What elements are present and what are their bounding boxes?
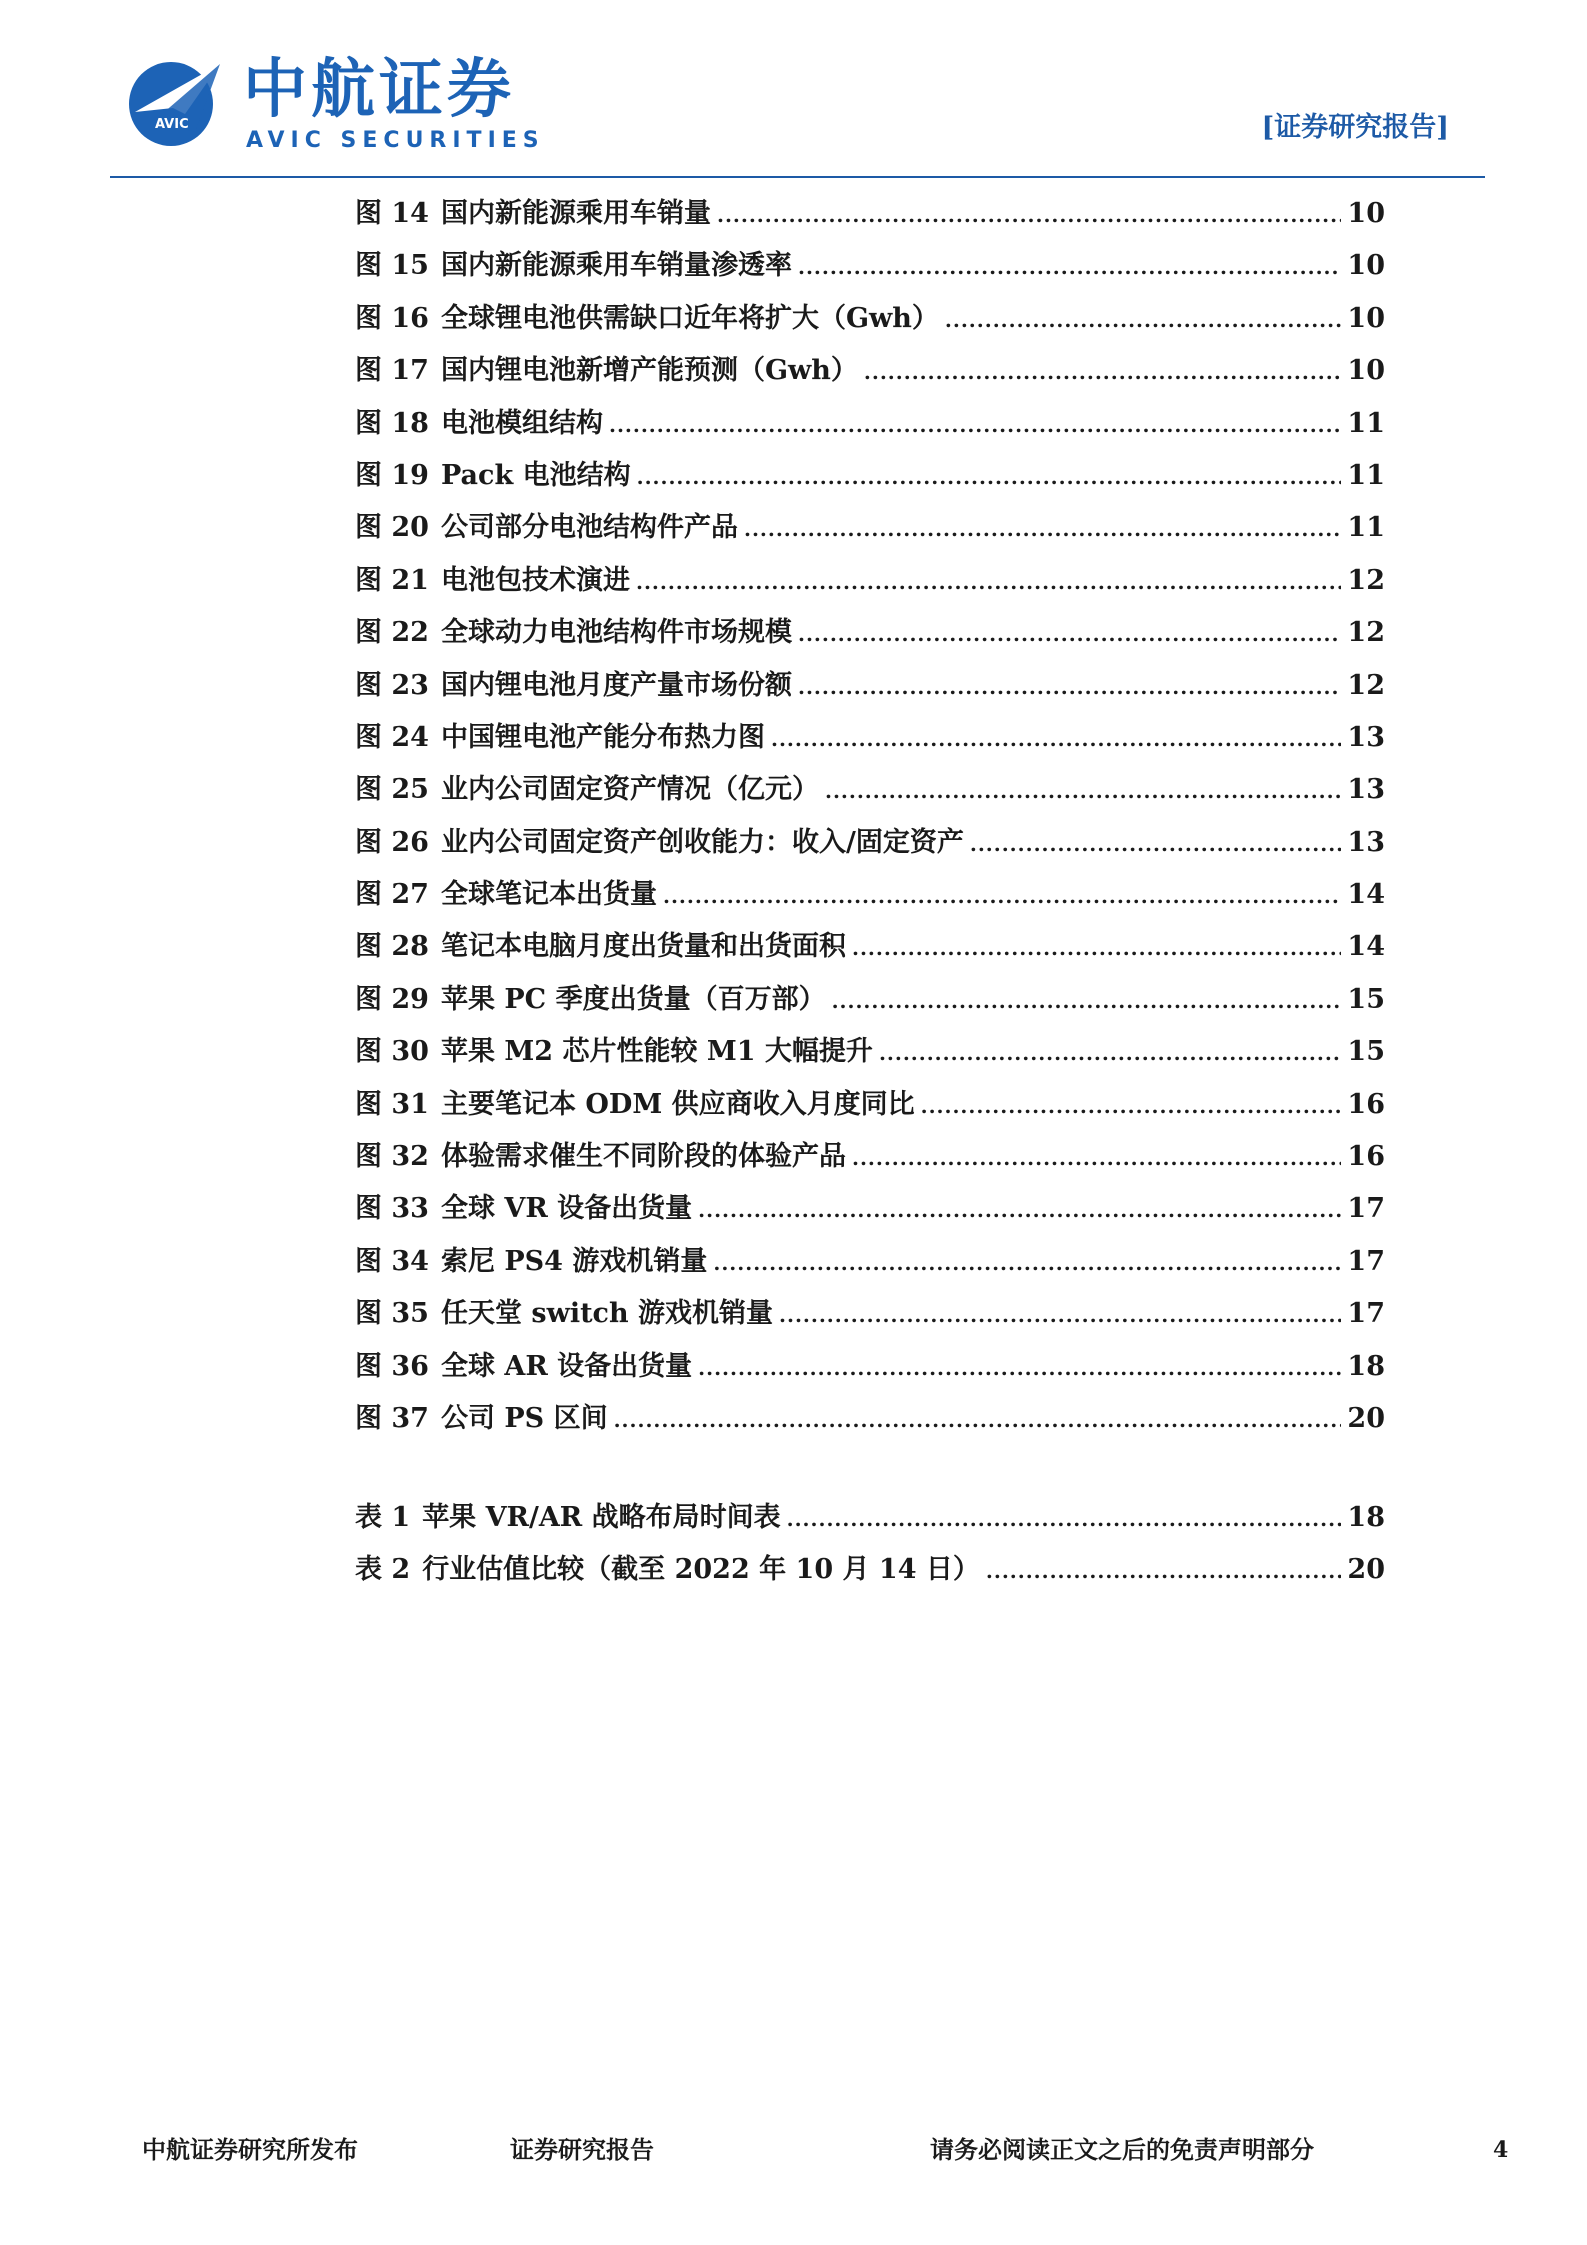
dot-leader — [779, 1289, 1341, 1341]
entry-page-number: 16 — [1347, 1088, 1385, 1120]
dot-leader — [798, 241, 1341, 293]
dot-leader — [921, 1080, 1342, 1132]
entry-number: 图 31 — [355, 1088, 429, 1120]
dot-leader — [825, 765, 1341, 817]
entry-number: 图 36 — [355, 1350, 429, 1382]
dot-leader — [852, 1132, 1341, 1184]
entry-title: 公司部分电池结构件产品 — [440, 512, 738, 544]
page-number: 4 — [1493, 2137, 1509, 2163]
dot-leader — [698, 1342, 1341, 1394]
entry-title: 业内公司固定资产创收能力：收入/固定资产 — [440, 826, 964, 858]
entry-title: 国内锂电池月度产量市场份额 — [440, 669, 792, 701]
figure-entry[interactable] — [355, 1183, 1385, 1235]
entry-title: 任天堂 switch 游戏机销量 — [440, 1298, 774, 1330]
figure-entry[interactable] — [355, 1131, 1385, 1183]
figure-entry[interactable] — [355, 974, 1385, 1026]
dot-leader — [879, 1027, 1341, 1079]
entry-title: 索尼 PS4 游戏机销量 — [440, 1245, 708, 1277]
figure-entry[interactable] — [355, 398, 1385, 450]
entry-page-number: 14 — [1347, 931, 1385, 963]
figure-entry[interactable] — [355, 764, 1385, 816]
entry-number: 表 2 — [355, 1554, 411, 1586]
entry-title: 行业估值比较（截至 2022 年 10 月 14 日） — [422, 1554, 980, 1586]
header-divider — [110, 176, 1485, 178]
dot-leader — [970, 818, 1342, 870]
entry-number: 图 24 — [355, 721, 429, 753]
entry-title: 苹果 VR/AR 战略布局时间表 — [422, 1502, 781, 1533]
figure-entry[interactable] — [355, 921, 1385, 973]
dot-leader — [852, 922, 1341, 974]
report-type-label: [证券研究报告] — [1261, 112, 1449, 143]
dot-leader — [744, 503, 1341, 555]
table-entry[interactable] — [355, 1544, 1385, 1596]
avic-logo-icon — [125, 52, 225, 152]
dot-leader — [663, 870, 1341, 922]
dot-leader — [986, 1545, 1342, 1597]
table-entry[interactable] — [355, 1492, 1385, 1544]
footer-publisher: 中航证券研究所发布 — [142, 2135, 358, 2164]
dot-leader — [609, 399, 1341, 451]
entry-number: 图 20 — [355, 512, 429, 544]
figure-list — [355, 188, 1385, 1445]
entry-page-number: 10 — [1347, 250, 1385, 282]
entry-title: 体验需求催生不同阶段的体验产品 — [440, 1141, 846, 1173]
entry-title: 公司 PS 区间 — [440, 1402, 608, 1434]
entry-title: 国内新能源乘用车销量 — [440, 198, 711, 229]
entry-page-number: 13 — [1347, 721, 1385, 753]
entry-number: 图 21 — [355, 564, 429, 596]
figure-entry[interactable] — [355, 1026, 1385, 1078]
entry-title: 主要笔记本 ODM 供应商收入月度同比 — [440, 1088, 915, 1120]
entry-page-number: 15 — [1347, 1036, 1385, 1068]
entry-title: 国内锂电池新增产能预测（Gwh） — [440, 355, 858, 387]
figure-entry[interactable] — [355, 1341, 1385, 1393]
figure-entry[interactable] — [355, 293, 1385, 345]
dot-leader — [771, 713, 1341, 765]
entry-title: 苹果 M2 芯片性能较 M1 大幅提升 — [440, 1036, 873, 1068]
entry-number: 图 34 — [355, 1245, 429, 1277]
entry-page-number: 17 — [1347, 1298, 1385, 1330]
entry-number: 表 1 — [355, 1502, 411, 1533]
entry-page-number: 17 — [1347, 1245, 1385, 1277]
entry-title: 全球 VR 设备出货量 — [440, 1193, 693, 1225]
footer-disclaimer: 请务必阅读正文之后的免责声明部分 — [930, 2135, 1314, 2164]
entry-title: 苹果 PC 季度出货量（百万部） — [440, 983, 826, 1015]
entry-number: 图 14 — [355, 198, 429, 229]
figure-entry[interactable] — [355, 502, 1385, 554]
entry-number: 图 17 — [355, 355, 429, 387]
dot-leader — [864, 346, 1342, 398]
entry-page-number: 18 — [1347, 1502, 1385, 1533]
entry-title: 全球 AR 设备出货量 — [440, 1350, 693, 1382]
figure-entry[interactable] — [355, 869, 1385, 921]
figure-entry[interactable] — [355, 1079, 1385, 1131]
company-logo — [125, 50, 545, 160]
entry-number: 图 33 — [355, 1193, 429, 1225]
entry-number: 图 28 — [355, 931, 429, 963]
figure-entry[interactable] — [355, 450, 1385, 502]
brand-name-cn: 中航证券 — [243, 53, 515, 127]
entry-title: 电池包技术演进 — [440, 564, 630, 596]
dot-leader — [713, 1237, 1341, 1289]
entry-page-number: 11 — [1347, 407, 1385, 439]
entry-page-number: 12 — [1347, 669, 1385, 701]
entry-page-number: 11 — [1347, 512, 1385, 544]
entry-page-number: 10 — [1347, 355, 1385, 387]
figure-entry[interactable] — [355, 345, 1385, 397]
entry-page-number: 16 — [1347, 1141, 1385, 1173]
figure-entry[interactable] — [355, 1236, 1385, 1288]
entry-number: 图 19 — [355, 459, 429, 491]
entry-page-number: 10 — [1347, 198, 1385, 229]
dot-leader — [798, 608, 1341, 660]
entry-number: 图 26 — [355, 826, 429, 858]
figure-entry[interactable] — [355, 1393, 1385, 1445]
entry-title: 笔记本电脑月度出货量和出货面积 — [440, 931, 846, 963]
entry-page-number: 12 — [1347, 617, 1385, 649]
page-footer — [0, 2130, 1587, 2180]
figure-entry[interactable] — [355, 660, 1385, 712]
dot-leader — [698, 1184, 1341, 1236]
footer-doc-type: 证券研究报告 — [510, 2135, 654, 2164]
entry-page-number: 10 — [1347, 302, 1385, 334]
entry-page-number: 11 — [1347, 459, 1385, 491]
table-list — [355, 1492, 1385, 1597]
entry-page-number: 17 — [1347, 1193, 1385, 1225]
entry-page-number: 13 — [1347, 826, 1385, 858]
dot-leader — [945, 294, 1342, 346]
dot-leader — [787, 1493, 1342, 1545]
figure-entry[interactable] — [355, 817, 1385, 869]
entry-title: 全球锂电池供需缺口近年将扩大（Gwh） — [440, 302, 939, 334]
brand-name-en: AVIC SECURITIES — [246, 128, 545, 153]
entry-number: 图 27 — [355, 879, 429, 911]
entry-page-number: 20 — [1347, 1402, 1385, 1434]
figure-entry[interactable] — [355, 712, 1385, 764]
entry-number: 图 35 — [355, 1298, 429, 1330]
entry-title: 全球笔记本出货量 — [440, 879, 657, 911]
entry-number: 图 25 — [355, 774, 429, 806]
figure-entry[interactable] — [355, 188, 1385, 240]
dot-leader — [614, 1394, 1342, 1446]
figure-entry[interactable] — [355, 1288, 1385, 1340]
entry-number: 图 32 — [355, 1141, 429, 1173]
page-header — [0, 0, 1587, 180]
logo-mark-text: AVIC — [155, 117, 189, 132]
entry-number: 图 23 — [355, 669, 429, 701]
entry-number: 图 16 — [355, 302, 429, 334]
entry-page-number: 14 — [1347, 879, 1385, 911]
figure-entry[interactable] — [355, 555, 1385, 607]
entry-number: 图 30 — [355, 1036, 429, 1068]
entry-title: 中国锂电池产能分布热力图 — [440, 721, 765, 753]
entry-number: 图 18 — [355, 407, 429, 439]
entry-number: 图 15 — [355, 250, 429, 282]
entry-page-number: 20 — [1347, 1554, 1385, 1586]
entry-number: 图 22 — [355, 617, 429, 649]
entry-page-number: 13 — [1347, 774, 1385, 806]
figure-entry[interactable] — [355, 240, 1385, 292]
entry-title: 全球动力电池结构件市场规模 — [440, 617, 792, 649]
dot-leader — [798, 661, 1341, 713]
entry-page-number: 15 — [1347, 983, 1385, 1015]
dot-leader — [636, 556, 1341, 608]
entry-title: Pack 电池结构 — [440, 459, 631, 491]
entry-title: 国内新能源乘用车销量渗透率 — [440, 250, 792, 282]
dot-leader — [832, 975, 1342, 1027]
dot-leader — [717, 189, 1341, 241]
entry-title: 电池模组结构 — [440, 407, 603, 439]
dot-leader — [637, 451, 1342, 503]
figure-entry[interactable] — [355, 607, 1385, 659]
entry-page-number: 12 — [1347, 564, 1385, 596]
entry-page-number: 18 — [1347, 1350, 1385, 1382]
entry-number: 图 37 — [355, 1402, 429, 1434]
entry-number: 图 29 — [355, 983, 429, 1015]
entry-title: 业内公司固定资产情况（亿元） — [440, 774, 819, 806]
